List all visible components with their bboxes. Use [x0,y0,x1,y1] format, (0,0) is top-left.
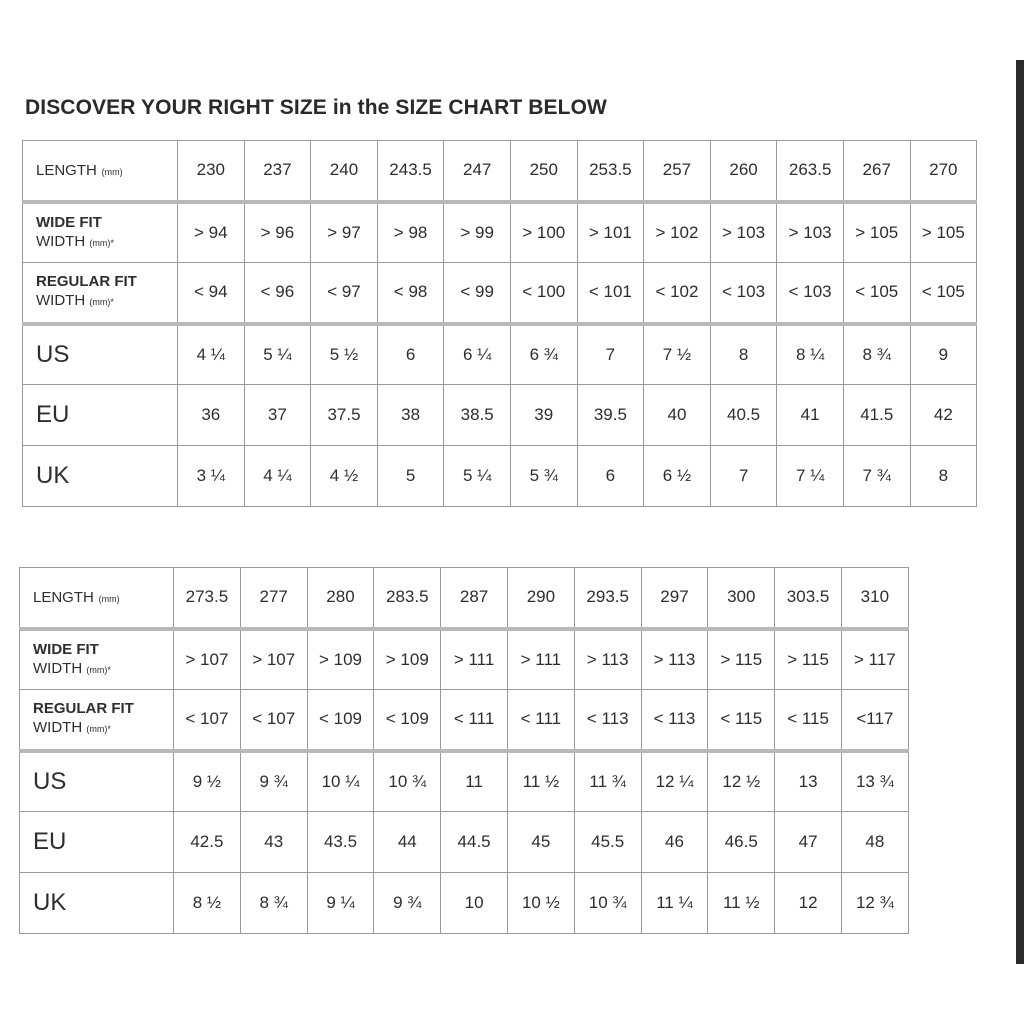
uk-cell: 6 ½ [644,446,711,507]
length-unit: (mm) [98,594,120,605]
regular-fit-cell: < 99 [444,263,511,324]
length-cell: 290 [507,568,574,629]
length-cell: 257 [644,141,711,202]
uk-cell: 9 ¼ [307,873,374,934]
wide-fit-cell: > 103 [777,202,844,263]
regular-fit-cell: < 103 [777,263,844,324]
length-cell: 300 [708,568,775,629]
uk-cell: 7 ¼ [777,446,844,507]
wide-fit-row [20,629,909,690]
eu-cell: 40 [644,385,711,446]
uk-cell: 7 ¾ [843,446,910,507]
us-cell: 12 ¼ [641,751,708,812]
uk-size-row [23,446,977,507]
length-cell: 240 [311,141,378,202]
eu-label [23,385,178,446]
wide-fit-name: WIDE FIT [36,213,102,231]
length-cell: 250 [510,141,577,202]
width-unit: (mm)* [86,724,111,735]
wide-fit-cell: > 97 [311,202,378,263]
eu-cell: 48 [841,812,908,873]
us-cell: 5 ¼ [244,324,311,385]
eu-cell: 47 [775,812,842,873]
uk-cell: 5 ¼ [444,446,511,507]
length-cell: 303.5 [775,568,842,629]
eu-cell: 38.5 [444,385,511,446]
length-cell: 237 [244,141,311,202]
length-cell: 267 [843,141,910,202]
us-cell: 6 [377,324,444,385]
eu-cell: 37.5 [311,385,378,446]
uk-cell: 11 ½ [708,873,775,934]
width-unit: (mm)* [89,237,114,248]
wide-fit-cell: > 99 [444,202,511,263]
regular-fit-cell: < 115 [775,690,842,751]
wide-fit-cell: > 105 [843,202,910,263]
regular-fit-cell: <117 [841,690,908,751]
length-label [20,568,174,629]
regular-fit-label [23,263,178,324]
uk-label [20,873,174,934]
length-cell: 283.5 [374,568,441,629]
length-row [20,568,909,629]
us-cell: 6 ¾ [510,324,577,385]
page-title: DISCOVER YOUR RIGHT SIZE in the SIZE CHART BELOW [25,96,607,119]
eu-cell: 44 [374,812,441,873]
uk-cell: 12 ¾ [841,873,908,934]
wide-fit-cell: > 107 [174,629,241,690]
uk-cell: 12 [775,873,842,934]
us-label [23,324,178,385]
eu-cell: 36 [178,385,245,446]
uk-cell: 8 ½ [174,873,241,934]
uk-cell: 10 [441,873,508,934]
length-row [23,141,977,202]
length-cell: 297 [641,568,708,629]
wide-fit-cell: > 101 [577,202,644,263]
uk-size-row [20,873,909,934]
eu-cell: 41 [777,385,844,446]
regular-fit-cell: < 109 [307,690,374,751]
regular-fit-cell: < 100 [510,263,577,324]
wide-fit-cell: > 98 [377,202,444,263]
eu-cell: 39.5 [577,385,644,446]
wide-fit-cell: > 111 [441,629,508,690]
regular-fit-cell: < 105 [910,263,977,324]
wide-fit-cell: > 113 [641,629,708,690]
eu-cell: 43 [240,812,307,873]
eu-size-row [20,812,909,873]
size-chart-table-1 [22,140,977,507]
regular-fit-cell: < 102 [644,263,711,324]
wide-fit-cell: > 117 [841,629,908,690]
eu-cell: 37 [244,385,311,446]
wide-fit-cell: > 94 [178,202,245,263]
length-cell: 270 [910,141,977,202]
regular-fit-cell: < 111 [441,690,508,751]
width-unit: (mm)* [89,297,114,308]
uk-cell: 6 [577,446,644,507]
wide-fit-cell: > 107 [240,629,307,690]
uk-cell: 3 ¼ [178,446,245,507]
uk-label-text: UK [33,889,67,916]
us-cell: 4 ¼ [178,324,245,385]
length-cell: 287 [441,568,508,629]
uk-cell: 4 ½ [311,446,378,507]
length-cell: 243.5 [377,141,444,202]
wide-fit-cell: > 113 [574,629,641,690]
length-label-text: LENGTH [36,162,97,180]
length-label [23,141,178,202]
regular-fit-cell: < 111 [507,690,574,751]
wide-fit-name: WIDE FIT [33,640,99,658]
eu-cell: 46 [641,812,708,873]
uk-cell: 7 [710,446,777,507]
regular-fit-cell: < 107 [174,690,241,751]
width-unit: (mm)* [86,664,111,675]
regular-fit-cell: < 115 [708,690,775,751]
length-cell: 260 [710,141,777,202]
uk-cell: 11 ¼ [641,873,708,934]
length-cell: 293.5 [574,568,641,629]
length-cell: 247 [444,141,511,202]
us-cell: 13 [775,751,842,812]
right-edge-bar [1016,60,1024,964]
length-cell: 230 [178,141,245,202]
regular-fit-cell: < 105 [843,263,910,324]
wide-fit-label [20,629,174,690]
width-label-text: WIDTH [36,292,86,310]
wide-fit-label [23,202,178,263]
eu-cell: 41.5 [843,385,910,446]
wide-fit-cell: > 115 [708,629,775,690]
eu-cell: 40.5 [710,385,777,446]
us-cell: 10 ¼ [307,751,374,812]
wide-fit-cell: > 111 [507,629,574,690]
us-cell: 11 [441,751,508,812]
length-unit: (mm) [101,167,123,178]
size-chart-table-2 [19,567,909,934]
regular-fit-cell: < 101 [577,263,644,324]
regular-fit-cell: < 107 [240,690,307,751]
us-cell: 12 ½ [708,751,775,812]
eu-cell: 46.5 [708,812,775,873]
wide-fit-cell: > 109 [374,629,441,690]
us-cell: 10 ¾ [374,751,441,812]
wide-fit-cell: > 100 [510,202,577,263]
us-cell: 7 [577,324,644,385]
regular-fit-cell: < 113 [574,690,641,751]
uk-label [23,446,178,507]
eu-size-row [23,385,977,446]
us-cell: 8 ¾ [843,324,910,385]
us-cell: 9 ½ [174,751,241,812]
eu-cell: 45 [507,812,574,873]
length-label-text: LENGTH [33,589,94,607]
eu-label-text: EU [36,401,70,428]
regular-fit-cell: < 97 [311,263,378,324]
length-cell: 277 [240,568,307,629]
eu-cell: 42 [910,385,977,446]
eu-cell: 39 [510,385,577,446]
regular-fit-label [20,690,174,751]
wide-fit-cell: > 96 [244,202,311,263]
us-label-text: US [33,767,67,795]
us-cell: 9 ¾ [240,751,307,812]
width-label [36,291,177,312]
eu-cell: 44.5 [441,812,508,873]
us-size-row [23,324,977,385]
us-cell: 8 ¼ [777,324,844,385]
width-label [33,718,173,739]
width-label [33,659,173,680]
uk-cell: 8 [910,446,977,507]
width-label [36,232,177,253]
regular-fit-cell: < 98 [377,263,444,324]
uk-cell: 10 ¾ [574,873,641,934]
wide-fit-cell: > 115 [775,629,842,690]
uk-cell: 5 [377,446,444,507]
width-label-text: WIDTH [33,719,83,737]
wide-fit-row [23,202,977,263]
eu-label-text: EU [33,828,67,855]
uk-cell: 5 ¾ [510,446,577,507]
us-cell: 7 ½ [644,324,711,385]
us-label-text: US [36,340,70,368]
uk-cell: 4 ¼ [244,446,311,507]
wide-fit-cell: > 105 [910,202,977,263]
regular-fit-name: REGULAR FIT [33,700,134,718]
uk-cell: 8 ¾ [240,873,307,934]
eu-cell: 38 [377,385,444,446]
regular-fit-cell: < 113 [641,690,708,751]
uk-label-text: UK [36,462,70,489]
us-label [20,751,174,812]
regular-fit-cell: < 103 [710,263,777,324]
length-cell: 273.5 [174,568,241,629]
length-cell: 263.5 [777,141,844,202]
width-label-text: WIDTH [36,232,86,250]
eu-cell: 42.5 [174,812,241,873]
length-cell: 280 [307,568,374,629]
us-size-row [20,751,909,812]
length-cell: 253.5 [577,141,644,202]
regular-fit-cell: < 109 [374,690,441,751]
regular-fit-row [23,263,977,324]
wide-fit-cell: > 103 [710,202,777,263]
wide-fit-cell: > 102 [644,202,711,263]
us-cell: 6 ¼ [444,324,511,385]
uk-cell: 9 ¾ [374,873,441,934]
eu-cell: 43.5 [307,812,374,873]
width-label-text: WIDTH [33,659,83,677]
us-cell: 8 [710,324,777,385]
length-cell: 310 [841,568,908,629]
us-cell: 11 ½ [507,751,574,812]
regular-fit-cell: < 94 [178,263,245,324]
regular-fit-name: REGULAR FIT [36,273,137,291]
us-cell: 5 ½ [311,324,378,385]
wide-fit-cell: > 109 [307,629,374,690]
eu-cell: 45.5 [574,812,641,873]
us-cell: 11 ¾ [574,751,641,812]
regular-fit-row [20,690,909,751]
regular-fit-cell: < 96 [244,263,311,324]
us-cell: 9 [910,324,977,385]
uk-cell: 10 ½ [507,873,574,934]
eu-label [20,812,174,873]
us-cell: 13 ¾ [841,751,908,812]
